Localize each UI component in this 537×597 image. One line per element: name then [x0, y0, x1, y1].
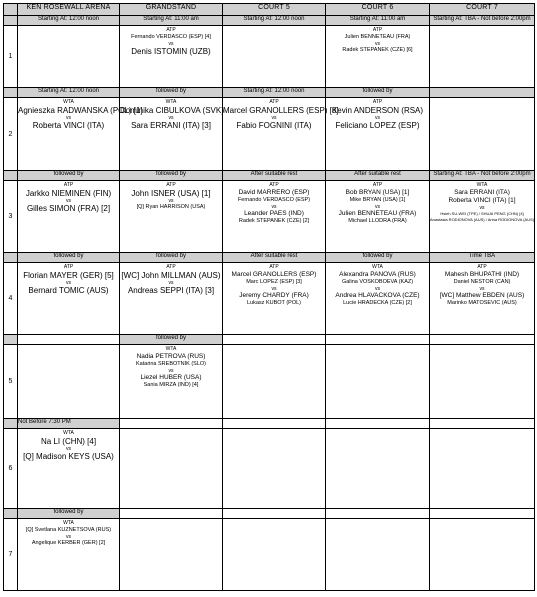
court-header-grandstand: GRANDSTAND	[120, 4, 223, 16]
caption-spacer	[4, 419, 18, 429]
versus-label: vs	[168, 40, 174, 47]
start-time-caption: followed by	[120, 88, 223, 98]
versus-label: vs	[375, 114, 380, 121]
match-row	[4, 181, 535, 253]
start-time-caption	[326, 509, 430, 519]
match-cell	[18, 519, 120, 591]
court-header-court-7: COURT 7	[430, 4, 535, 16]
versus-label: vs	[66, 114, 71, 121]
versus-label: vs	[66, 197, 71, 204]
order-of-play-table	[3, 3, 535, 591]
player-name: Andrea HLAVACKOVA (CZE)	[335, 291, 420, 299]
start-time-caption: Starting At: TBA - Not before 2:00pm	[430, 171, 535, 181]
court-header-ken-rosewall-arena: KEN ROSEWALL ARENA	[18, 4, 120, 16]
match-cell	[223, 263, 326, 335]
match-cell	[120, 345, 223, 419]
event-label: ATP	[166, 264, 176, 270]
court-header-court-6: COURT 6	[326, 4, 430, 16]
player-name: Marinko MATOSEVIC (AUS)	[447, 299, 517, 306]
player-name: Agnieszka RADWANSKA (POL) [1]	[18, 105, 143, 115]
schedule-caption-row	[4, 88, 535, 98]
match-cell	[326, 181, 430, 253]
versus-label: vs	[375, 203, 380, 210]
match-cell	[120, 263, 223, 335]
row-number: 6	[4, 429, 18, 509]
player-name: Marc LOPEZ (ESP) [3]	[246, 278, 302, 285]
versus-label: vs	[66, 533, 71, 540]
match-row	[4, 26, 535, 88]
start-time-caption	[430, 335, 535, 345]
caption-spacer	[4, 88, 18, 98]
player-name: Jarkko NIEMINEN (FIN)	[25, 188, 112, 198]
player-name: Sania MIRZA (IND) [4]	[143, 381, 199, 388]
event-label: ATP	[372, 27, 383, 33]
caption-spacer	[4, 171, 18, 181]
start-time-caption: Not Before 7:30 PM	[18, 419, 120, 429]
player-name: Hsieh SU-WEI (TPE) / SHUAI PENG (CHN) [4]	[440, 210, 524, 216]
player-name: Roberta VINCI (ITA) [1]	[448, 196, 516, 204]
match-cell	[223, 181, 326, 253]
player-name: Gilles SIMON (FRA) [2]	[26, 203, 111, 213]
start-time-caption: followed by	[326, 253, 430, 263]
player-name: Angelique KERBER (GER) [2]	[31, 539, 106, 546]
versus-label: vs	[375, 285, 380, 292]
match-cell	[18, 429, 120, 509]
player-name: Radek STEPANEK (CZE) [6]	[342, 46, 413, 53]
player-name: Katarina SREBOTNIK (SLO)	[136, 360, 206, 367]
player-name: Fernando VERDASCO (ESP)	[237, 196, 311, 203]
start-time-caption	[430, 509, 535, 519]
start-time-caption: Starting At: 11:00 am	[120, 16, 223, 26]
match-row	[4, 263, 535, 335]
caption-spacer	[4, 335, 18, 345]
event-label: ATP	[372, 99, 383, 105]
player-name: Alexandra PANOVA (RUS)	[339, 270, 416, 278]
row-number: 5	[4, 345, 18, 419]
player-name: Anastasia RODIONOVA (AUS) / Arina RODIONOVA (AUS)	[430, 216, 535, 222]
event-label: WTA	[372, 264, 383, 270]
start-time-caption: followed by	[326, 88, 430, 98]
start-time-caption	[223, 335, 326, 345]
match-cell	[326, 98, 430, 171]
versus-label: vs	[375, 40, 380, 47]
match-cell	[223, 345, 326, 419]
row-number: 1	[4, 26, 18, 88]
match-cell	[120, 519, 223, 591]
start-time-caption: followed by	[18, 253, 120, 263]
versus-label: vs	[66, 445, 71, 452]
row-number: 4	[4, 263, 18, 335]
event-label: ATP	[269, 99, 279, 105]
event-label: ATP	[269, 264, 279, 270]
row-number: 7	[4, 519, 18, 591]
player-name: Mike BRYAN (USA) [1]	[349, 196, 406, 203]
start-time-caption: Starting At: 12:00 noon	[18, 16, 120, 26]
match-cell	[223, 26, 326, 88]
match-cell	[223, 429, 326, 509]
match-cell	[18, 26, 120, 88]
event-label: ATP	[166, 182, 176, 188]
start-time-caption: followed by	[120, 253, 223, 263]
match-cell	[120, 98, 223, 171]
player-name: Na LI (CHN) [4]	[40, 436, 97, 446]
versus-label: vs	[168, 367, 174, 374]
event-label: ATP	[63, 264, 74, 270]
start-time-caption	[18, 335, 120, 345]
player-name: David MARRERO (ESP)	[238, 188, 310, 196]
match-cell	[430, 181, 535, 253]
event-label: WTA	[165, 99, 177, 105]
start-time-caption: Starting At: TBA - Not before 2:00pm	[430, 16, 535, 26]
player-name: [WC] John MILLMAN (AUS)	[121, 270, 221, 280]
start-time-caption	[223, 509, 326, 519]
player-name: Dominika CIBULKOVA (SVK)	[120, 105, 224, 115]
versus-label: vs	[271, 203, 277, 210]
start-time-caption: Time TBA	[430, 253, 535, 263]
player-name: Lucie HRADECKA (CZE) [2]	[343, 299, 412, 306]
player-name: Marcel GRANOLLERS (ESP)	[231, 270, 317, 278]
row-number-header	[4, 4, 18, 16]
player-name: Florian MAYER (GER) [5]	[23, 270, 114, 280]
player-name: [WC] Matthew EBDEN (AUS)	[439, 291, 525, 299]
start-time-caption	[430, 419, 535, 429]
start-time-caption: Starting At: 11:00 am	[326, 16, 430, 26]
start-time-caption	[223, 419, 326, 429]
versus-label: vs	[168, 197, 174, 204]
start-time-caption: followed by	[120, 335, 223, 345]
match-cell	[430, 519, 535, 591]
event-label: WTA	[63, 99, 74, 105]
match-cell	[326, 345, 430, 419]
schedule-caption-row	[4, 171, 535, 181]
versus-label: vs	[66, 279, 71, 286]
match-cell	[120, 26, 223, 88]
versus-label: vs	[479, 285, 485, 292]
versus-label: vs	[271, 114, 277, 121]
start-time-caption: Starting At: 12:00 noon	[223, 16, 326, 26]
start-time-caption	[326, 419, 430, 429]
caption-spacer	[4, 509, 18, 519]
schedule-caption-row	[4, 509, 535, 519]
match-row	[4, 429, 535, 509]
match-row	[4, 345, 535, 419]
versus-label: vs	[168, 279, 174, 286]
match-row	[4, 98, 535, 171]
start-time-caption: Starting At: 12:00 noon	[223, 88, 326, 98]
event-label: ATP	[63, 182, 74, 188]
match-cell	[120, 181, 223, 253]
match-row	[4, 519, 535, 591]
player-name: Bernard TOMIC (AUS)	[28, 285, 109, 295]
player-name: Fabio FOGNINI (ITA)	[236, 120, 312, 130]
player-name: Sara ERRANI (ITA) [3]	[131, 120, 211, 130]
match-cell	[430, 26, 535, 88]
row-number: 3	[4, 181, 18, 253]
court-header-court-5: COURT 5	[223, 4, 326, 16]
match-cell	[18, 181, 120, 253]
player-name: Julien BENNETEAU (FRA)	[338, 209, 417, 217]
start-time-caption: After suitable rest	[223, 171, 326, 181]
player-name: Feliciano LOPEZ (ESP)	[335, 120, 420, 130]
schedule-caption-row	[4, 335, 535, 345]
event-label: WTA	[63, 520, 74, 526]
player-name: Marcel GRANOLLERS (ESP) [8]	[223, 105, 339, 115]
event-label: ATP	[477, 264, 487, 270]
match-cell	[326, 429, 430, 509]
match-cell	[326, 263, 430, 335]
versus-label: vs	[271, 285, 277, 292]
match-cell	[18, 263, 120, 335]
player-name: Nadia PETROVA (RUS)	[136, 352, 206, 360]
start-time-caption: followed by	[18, 509, 120, 519]
match-cell	[326, 26, 430, 88]
caption-spacer	[4, 16, 18, 26]
match-cell	[120, 429, 223, 509]
player-name: Lukasz KUBOT (POL)	[247, 299, 301, 306]
match-cell	[326, 519, 430, 591]
player-name: Daniel NESTOR (CAN)	[453, 278, 511, 285]
player-name: Sara ERRANI (ITA)	[454, 188, 510, 196]
versus-label: vs	[168, 114, 174, 121]
event-label: ATP	[372, 182, 383, 188]
match-cell	[430, 98, 535, 171]
player-name: Kevin ANDERSON (RSA)	[331, 105, 424, 115]
schedule-caption-row	[4, 253, 535, 263]
match-cell	[223, 519, 326, 591]
event-label: WTA	[63, 430, 74, 436]
player-name: Michael LLODRA (FRA)	[348, 217, 407, 224]
player-name: Mahesh BHUPATHI (IND)	[444, 270, 520, 278]
player-name: Denis ISTOMIN (UZB)	[131, 46, 211, 56]
start-time-caption: Starting At: 12:00 noon	[18, 88, 120, 98]
schedule-caption-row	[4, 419, 535, 429]
player-name: Bob BRYAN (USA) [1]	[345, 188, 410, 196]
court-header-row	[4, 4, 535, 16]
match-cell	[430, 345, 535, 419]
match-cell	[18, 98, 143, 171]
start-time-caption: followed by	[18, 171, 120, 181]
player-name: Julien BENNETEAU (FRA)	[344, 33, 411, 40]
player-name: Jeremy CHARDY (FRA)	[239, 291, 309, 299]
start-time-caption: followed by	[120, 171, 223, 181]
start-time-caption: After suitable rest	[223, 253, 326, 263]
row-number: 2	[4, 98, 18, 171]
start-time-caption	[326, 335, 430, 345]
player-name: Galina VOSKOBOEVA (KAZ)	[341, 278, 414, 285]
event-label: WTA	[476, 182, 488, 188]
player-name: Leander PAES (IND)	[244, 209, 304, 217]
player-name: [Q] Ryan HARRISON (USA)	[136, 203, 206, 210]
match-cell	[223, 98, 339, 171]
player-name: Liezel HUBER (USA)	[140, 373, 202, 381]
player-name: [Q] Madison KEYS (USA)	[23, 451, 114, 461]
caption-spacer	[4, 253, 18, 263]
schedule-caption-row	[4, 16, 535, 26]
match-cell	[430, 429, 535, 509]
player-name: Fernando VERDASCO (ESP) [4]	[131, 33, 211, 40]
start-time-caption	[430, 88, 535, 98]
start-time-caption	[120, 509, 223, 519]
event-label: ATP	[269, 182, 279, 188]
start-time-caption	[120, 419, 223, 429]
player-name: Andreas SEPPI (ITA) [3]	[127, 285, 215, 295]
player-name: Radek STEPANEK (CZE) [2]	[238, 217, 310, 224]
player-name: Roberta VINCI (ITA)	[32, 120, 105, 130]
start-time-caption: After suitable rest	[326, 171, 430, 181]
player-name: [Q] Svetlana KUZNETSOVA (RUS)	[25, 526, 112, 533]
player-name: John ISNER (USA) [1]	[131, 188, 211, 198]
match-cell	[18, 345, 120, 419]
event-label: WTA	[165, 346, 177, 352]
match-cell	[430, 263, 535, 335]
versus-label: vs	[479, 204, 485, 211]
event-label: ATP	[166, 27, 176, 33]
